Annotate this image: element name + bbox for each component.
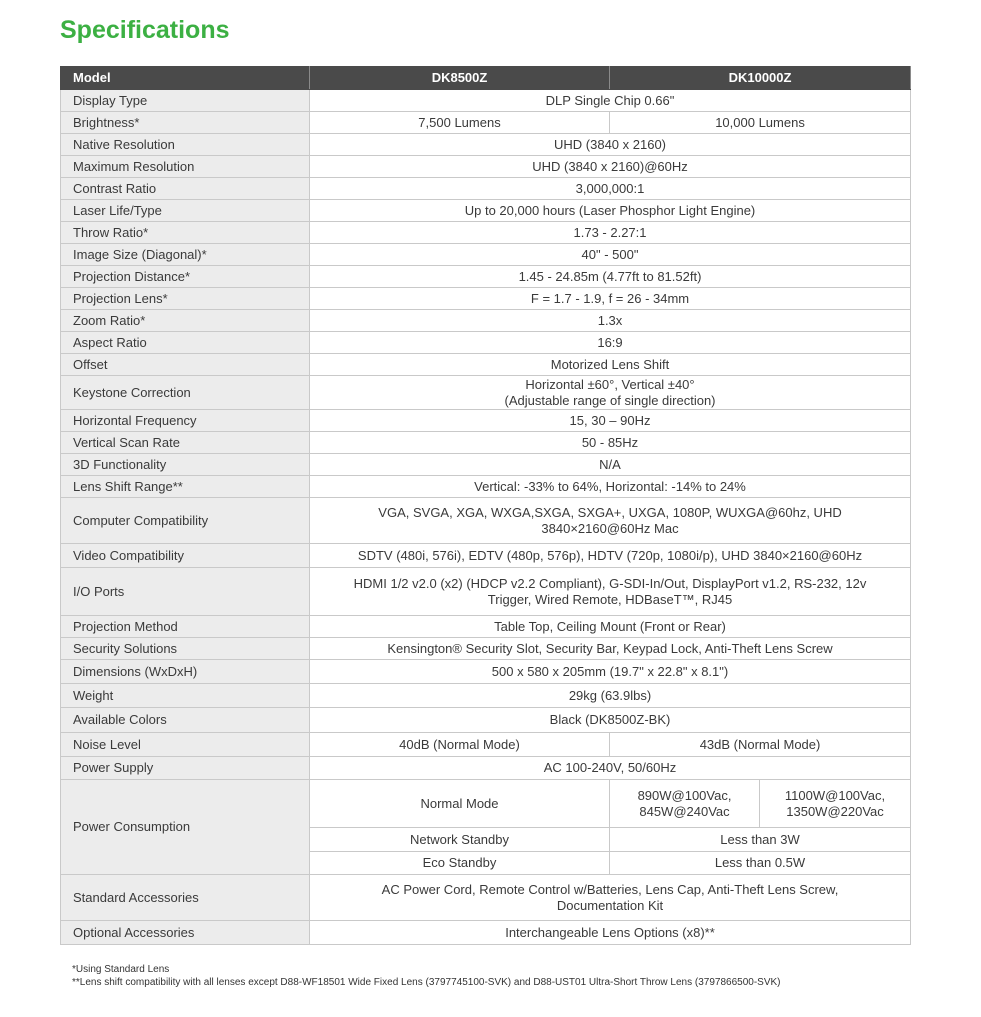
row-value: Kensington® Security Slot, Security Bar, Keypad Lock, Anti-Theft Lens Screw xyxy=(310,638,911,660)
row-native-resolution xyxy=(61,134,911,156)
row-value-dk8500z: 7,500 Lumens xyxy=(310,112,610,134)
row-value: UHD (3840 x 2160) xyxy=(310,134,911,156)
row-label: Contrast Ratio xyxy=(61,178,310,200)
row-value-line: 890W@100Vac, xyxy=(637,787,732,803)
row-value: 50 - 85Hz xyxy=(310,432,911,454)
row-label: Dimensions (WxDxH) xyxy=(61,660,310,684)
row-video-compatibility xyxy=(61,544,911,568)
power-network-standby-value: Less than 3W xyxy=(610,828,911,852)
row-value xyxy=(310,376,911,410)
row-label: Standard Accessories xyxy=(61,875,310,921)
row-value: N/A xyxy=(310,454,911,476)
row-keystone-correction xyxy=(61,376,911,410)
row-label: Projection Distance* xyxy=(61,266,310,288)
row-value: Interchangeable Lens Options (x8)** xyxy=(310,921,911,945)
row-value: Black (DK8500Z-BK) xyxy=(310,708,911,733)
row-label: Computer Compatibility xyxy=(61,498,310,544)
row-noise-level xyxy=(61,733,911,757)
row-available-colors xyxy=(61,708,911,733)
row-label: Native Resolution xyxy=(61,134,310,156)
row-contrast-ratio xyxy=(61,178,911,200)
row-label: Security Solutions xyxy=(61,638,310,660)
row-value-line: AC Power Cord, Remote Control w/Batteries, Lens Cap, Anti-Theft Lens Screw, xyxy=(381,881,839,897)
row-label: Keystone Correction xyxy=(61,376,310,410)
row-lens-shift-range xyxy=(61,476,911,498)
row-value: 3,000,000:1 xyxy=(310,178,911,200)
specifications-table xyxy=(60,66,911,945)
header-dk8500z: DK8500Z xyxy=(310,67,610,90)
row-vertical-scan-rate xyxy=(61,432,911,454)
row-label: Weight xyxy=(61,684,310,708)
row-weight xyxy=(61,684,911,708)
row-label: Video Compatibility xyxy=(61,544,310,568)
row-value xyxy=(310,498,911,544)
row-label: 3D Functionality xyxy=(61,454,310,476)
power-normal-mode-label: Normal Mode xyxy=(310,780,610,828)
page-title: Specifications xyxy=(60,16,230,44)
row-value-line: 1350W@220Vac xyxy=(786,803,884,819)
row-value-dk10000z: 43dB (Normal Mode) xyxy=(610,733,911,757)
table-header-row xyxy=(61,67,911,90)
row-value-line: 845W@240Vac xyxy=(639,803,730,819)
row-label: Available Colors xyxy=(61,708,310,733)
row-label: Power Supply xyxy=(61,757,310,780)
row-value: UHD (3840 x 2160)@60Hz xyxy=(310,156,911,178)
power-eco-standby-label: Eco Standby xyxy=(310,852,610,875)
row-label: Zoom Ratio* xyxy=(61,310,310,332)
row-value-line: 3840×2160@60Hz Mac xyxy=(541,520,679,536)
row-label: Lens Shift Range** xyxy=(61,476,310,498)
row-value: 29kg (63.9lbs) xyxy=(310,684,911,708)
row-label: Vertical Scan Rate xyxy=(61,432,310,454)
power-eco-standby-value: Less than 0.5W xyxy=(610,852,911,875)
row-value: 500 x 580 x 205mm (19.7" x 22.8" x 8.1") xyxy=(310,660,911,684)
row-value xyxy=(310,875,911,921)
row-value: Motorized Lens Shift xyxy=(310,354,911,376)
header-dk10000z: DK10000Z xyxy=(610,67,911,90)
row-value: DLP Single Chip 0.66" xyxy=(310,90,911,112)
row-horizontal-frequency xyxy=(61,410,911,432)
row-value: 1.73 - 2.27:1 xyxy=(310,222,911,244)
footnote-lens-shift: **Lens shift compatibility with all lenses except D88-WF18501 Wide Fixed Lens (3797745100-SVK) and D88-UST01 Ultra-Short Throw Lens (3797866500-SVK) xyxy=(72,977,781,988)
row-label: Projection Lens* xyxy=(61,288,310,310)
row-dimensions xyxy=(61,660,911,684)
row-value-dk10000z: 10,000 Lumens xyxy=(610,112,911,134)
row-value: F = 1.7 - 1.9, f = 26 - 34mm xyxy=(310,288,911,310)
row-label: Display Type xyxy=(61,90,310,112)
row-power-supply xyxy=(61,757,911,780)
row-io-ports xyxy=(61,568,911,616)
header-model: Model xyxy=(61,67,310,90)
row-display-type xyxy=(61,90,911,112)
row-maximum-resolution xyxy=(61,156,911,178)
row-label: Optional Accessories xyxy=(61,921,310,945)
row-throw-ratio xyxy=(61,222,911,244)
row-value-line: 1100W@100Vac, xyxy=(784,787,886,803)
row-value: 1.45 - 24.85m (4.77ft to 81.52ft) xyxy=(310,266,911,288)
power-normal-dk8500z xyxy=(610,780,760,828)
power-network-standby-label: Network Standby xyxy=(310,828,610,852)
footnotes xyxy=(72,963,781,989)
row-power-consumption-normal xyxy=(61,780,911,828)
row-projection-lens xyxy=(61,288,911,310)
row-value: AC 100-240V, 50/60Hz xyxy=(310,757,911,780)
row-laser-life xyxy=(61,200,911,222)
row-label: Throw Ratio* xyxy=(61,222,310,244)
row-projection-distance xyxy=(61,266,911,288)
power-normal-dk10000z xyxy=(760,780,911,828)
row-value: Up to 20,000 hours (Laser Phosphor Light Engine) xyxy=(310,200,911,222)
row-value: SDTV (480i, 576i), EDTV (480p, 576p), HDTV (720p, 1080i/p), UHD 3840×2160@60Hz xyxy=(310,544,911,568)
row-value-line: VGA, SVGA, XGA, WXGA,SXGA, SXGA+, UXGA, 1080P, WUXGA@60hz, UHD xyxy=(378,504,842,520)
row-label: Noise Level xyxy=(61,733,310,757)
row-value: Table Top, Ceiling Mount (Front or Rear) xyxy=(310,616,911,638)
row-value: 15, 30 – 90Hz xyxy=(310,410,911,432)
row-3d-functionality xyxy=(61,454,911,476)
row-label: Offset xyxy=(61,354,310,376)
row-value: 1.3x xyxy=(310,310,911,332)
row-value: 40" - 500" xyxy=(310,244,911,266)
row-label: I/O Ports xyxy=(61,568,310,616)
row-brightness xyxy=(61,112,911,134)
row-value-dk8500z: 40dB (Normal Mode) xyxy=(310,733,610,757)
row-standard-accessories xyxy=(61,875,911,921)
row-label: Power Consumption xyxy=(61,780,310,875)
row-image-size xyxy=(61,244,911,266)
row-label: Image Size (Diagonal)* xyxy=(61,244,310,266)
row-computer-compatibility xyxy=(61,498,911,544)
row-value-line: HDMI 1/2 v2.0 (x2) (HDCP v2.2 Compliant), G-SDI-In/Out, DisplayPort v1.2, RS-232, 12v xyxy=(353,575,867,591)
row-security-solutions xyxy=(61,638,911,660)
row-label: Brightness* xyxy=(61,112,310,134)
row-label: Laser Life/Type xyxy=(61,200,310,222)
row-value: Vertical: -33% to 64%, Horizontal: -14% to 24% xyxy=(310,476,911,498)
row-value-line: (Adjustable range of single direction) xyxy=(504,392,716,408)
row-value-line: Documentation Kit xyxy=(556,897,664,913)
row-label: Horizontal Frequency xyxy=(61,410,310,432)
row-optional-accessories xyxy=(61,921,911,945)
footnote-standard-lens: *Using Standard Lens xyxy=(72,964,170,975)
row-offset xyxy=(61,354,911,376)
row-zoom-ratio xyxy=(61,310,911,332)
row-aspect-ratio xyxy=(61,332,911,354)
row-value xyxy=(310,568,911,616)
row-value: 16:9 xyxy=(310,332,911,354)
row-label: Aspect Ratio xyxy=(61,332,310,354)
row-projection-method xyxy=(61,616,911,638)
row-value-line: Horizontal ±60°, Vertical ±40° xyxy=(525,376,695,392)
row-label: Projection Method xyxy=(61,616,310,638)
row-value-line: Trigger, Wired Remote, HDBaseT™, RJ45 xyxy=(487,591,733,607)
row-label: Maximum Resolution xyxy=(61,156,310,178)
